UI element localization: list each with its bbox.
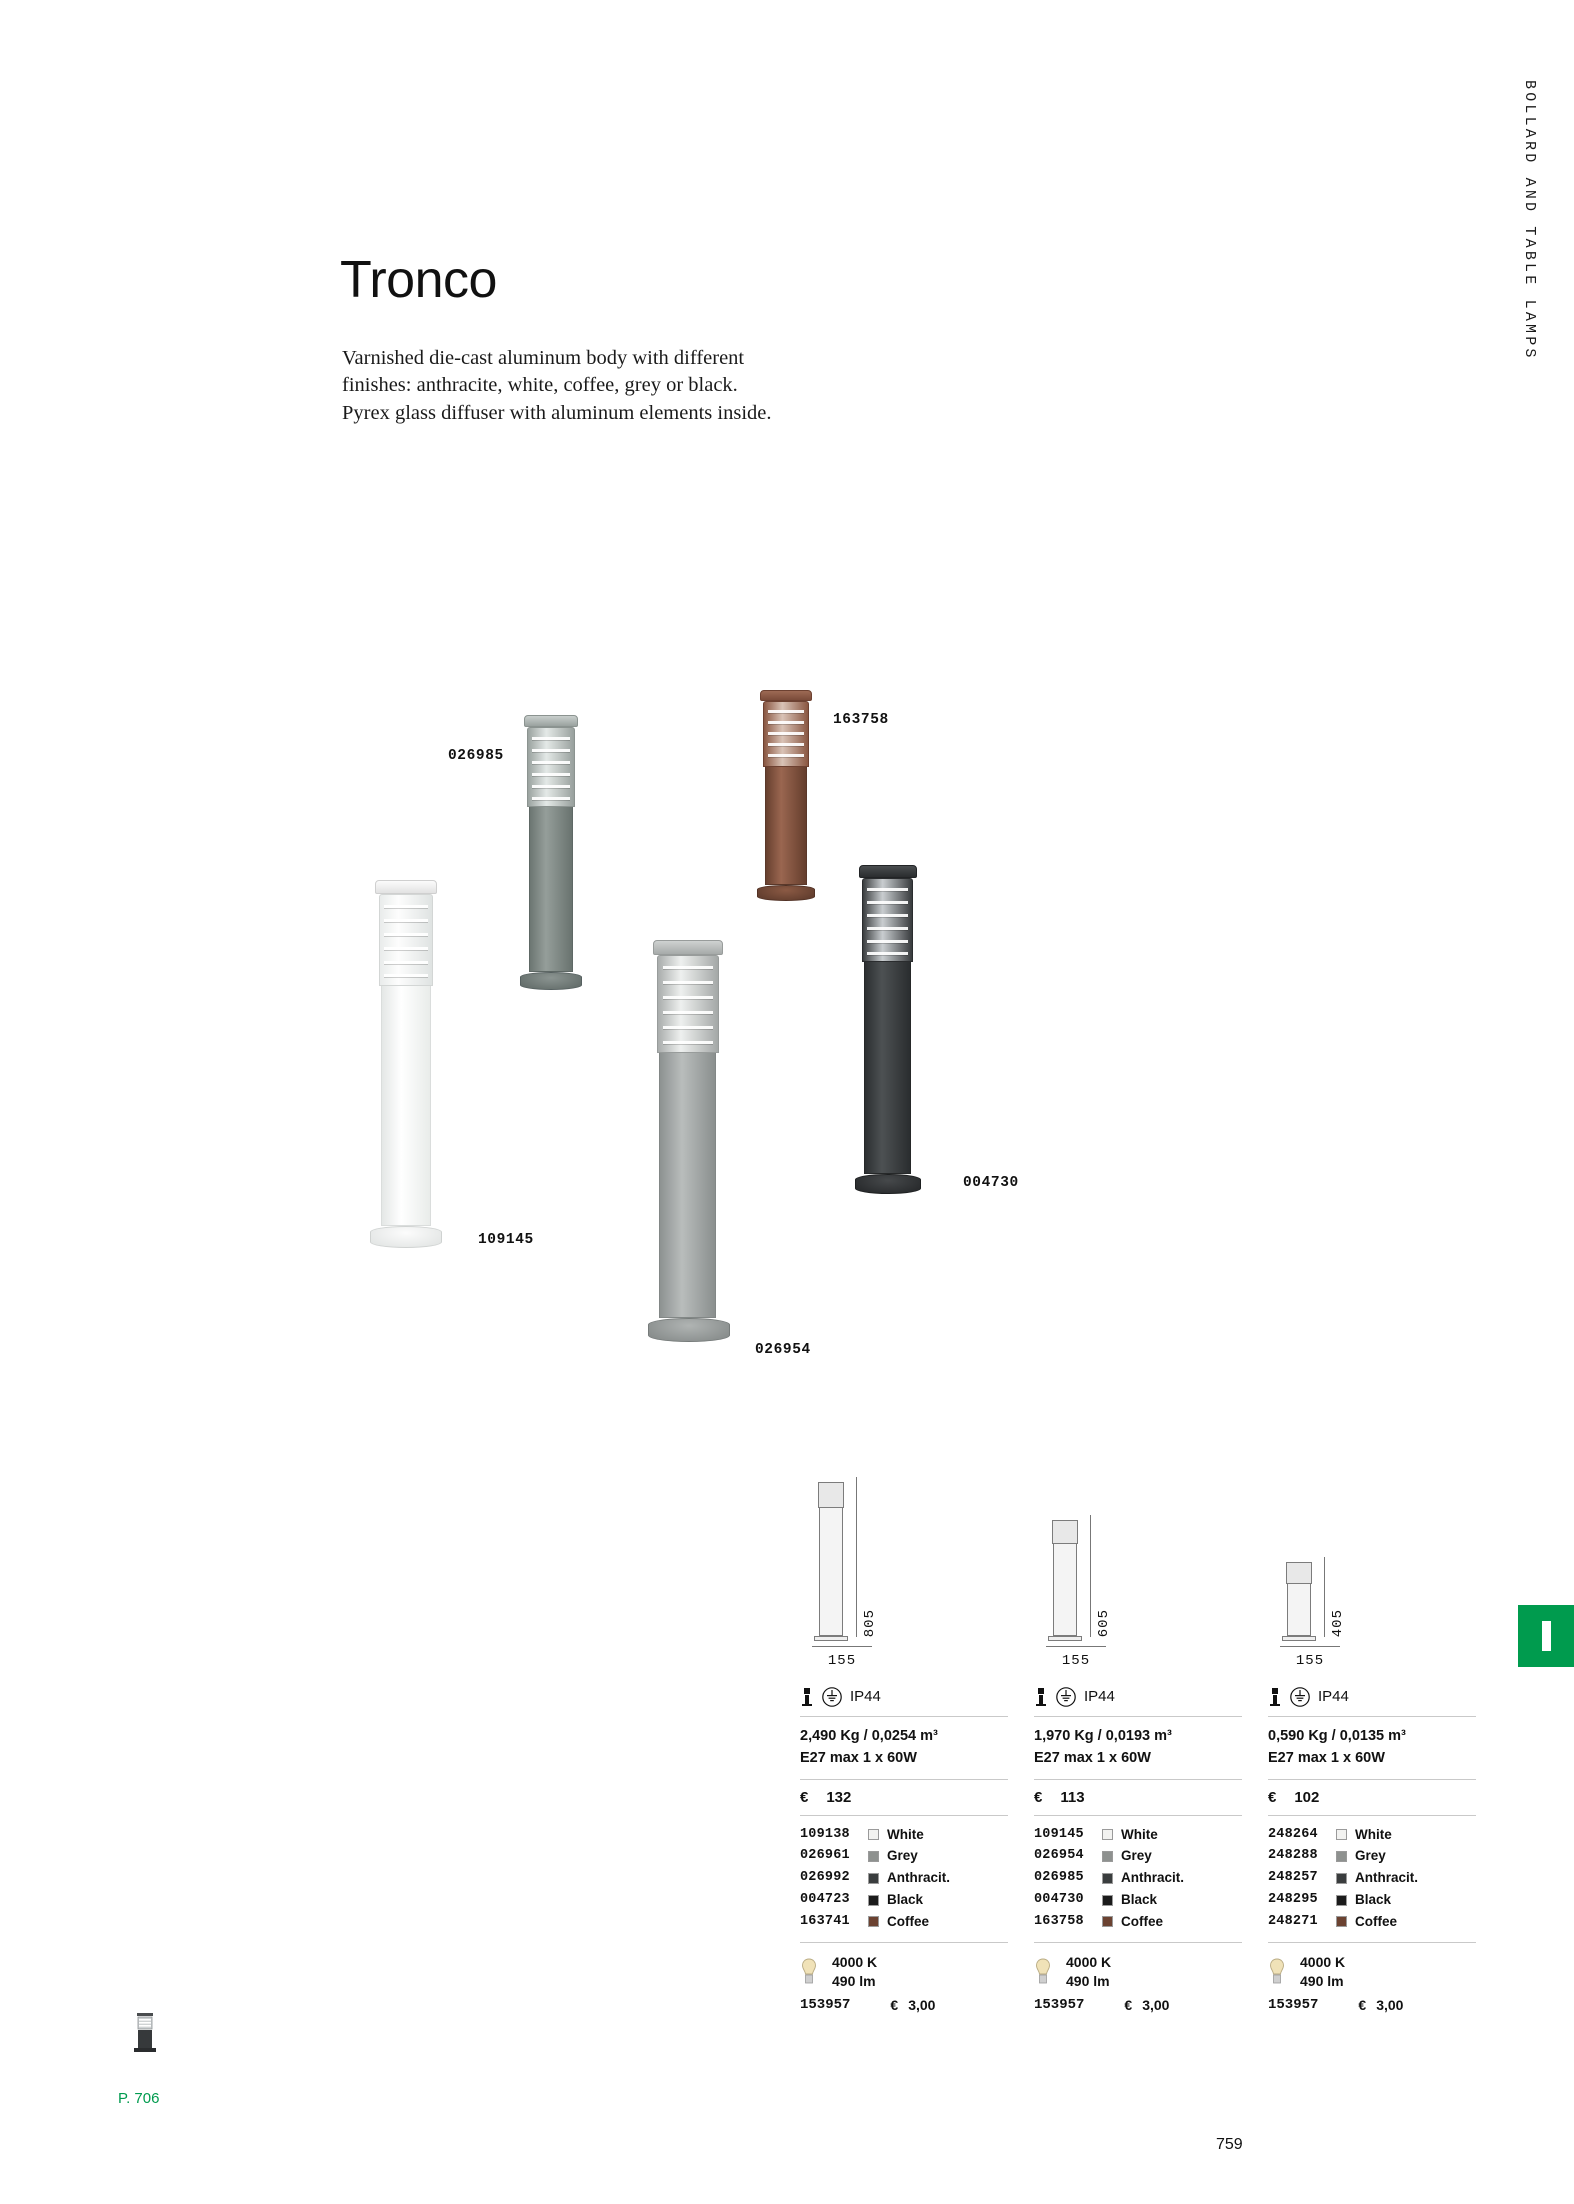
bulb-code: 153957 [800, 1996, 851, 2013]
bollard-icon [800, 1687, 814, 1707]
lamp-diffuser [657, 955, 719, 1053]
tab-mark-icon [1542, 1621, 1551, 1651]
price-value: 113 [1060, 1788, 1085, 1806]
finish-list [1268, 1816, 1476, 1943]
height-dimension: 405 [1330, 1608, 1346, 1637]
finish-code: 248271 [1268, 1913, 1318, 1929]
color-swatch [1102, 1873, 1113, 1884]
product-image-grey [648, 940, 730, 1342]
color-swatch [868, 1916, 879, 1927]
finish-name: Anthracit. [1121, 1870, 1185, 1886]
bulb-row [1268, 1943, 1476, 1997]
color-swatch [1336, 1851, 1347, 1862]
finish-name: Anthracit. [1355, 1870, 1419, 1886]
bulb-price: 3,00 [1376, 1996, 1404, 2013]
section-label: BOLLARD AND TABLE LAMPS [1521, 80, 1538, 361]
color-swatch [1336, 1873, 1347, 1884]
class-1-earth-icon [1289, 1686, 1311, 1708]
list-item [1034, 1845, 1242, 1867]
finish-name: Grey [1121, 1848, 1152, 1864]
color-swatch [868, 1873, 879, 1884]
bulb-price-row [800, 1997, 1008, 2013]
finish-list [800, 1816, 1008, 1943]
list-item [800, 1845, 1008, 1867]
product-image-black [855, 865, 921, 1194]
bulb-icon [1034, 1957, 1052, 1987]
dimension-lamp-silhouette [1052, 1520, 1082, 1641]
bulb-kelvin: 4000 K [1066, 1953, 1112, 1970]
lamp-cap [524, 715, 578, 727]
color-swatch [1336, 1916, 1347, 1927]
weight-volume: 2,490 Kg / 0,0254 m³ [800, 1728, 938, 1744]
color-swatch [1102, 1916, 1113, 1927]
bulb-price: 3,00 [908, 1996, 936, 2013]
color-swatch [1102, 1895, 1113, 1906]
lamp-base [370, 1226, 442, 1248]
dimension-lamp-silhouette [1286, 1562, 1316, 1641]
lamp-base [855, 1174, 921, 1194]
ip-rating: IP44 [850, 1688, 881, 1705]
tech-column-405 [1268, 1455, 1476, 2013]
bulb-icon [1268, 1957, 1286, 1987]
lamp-cap [760, 690, 812, 701]
price-value: 132 [826, 1788, 852, 1806]
price-row [1034, 1780, 1242, 1816]
weight-volume: 0,590 Kg / 0,0135 m³ [1268, 1728, 1406, 1744]
bulb-spec [1300, 1953, 1345, 1991]
finish-code: 248288 [1268, 1848, 1318, 1864]
color-swatch [1102, 1829, 1113, 1840]
width-dimension: 155 [827, 1653, 857, 1669]
lamp-diffuser [862, 878, 913, 962]
bulb-row [800, 1943, 1008, 1997]
image-code-026985: 026985 [448, 748, 504, 764]
bulb-price-row [1268, 1997, 1476, 2013]
lamping: E27 max 1 x 60W [1268, 1749, 1385, 1766]
page-number: 759 [1216, 2136, 1243, 2153]
list-item [800, 1867, 1008, 1889]
lamp-cap [653, 940, 723, 955]
finish-name: White [1121, 1826, 1158, 1842]
icon-row [800, 1683, 1008, 1717]
spec-row [1268, 1717, 1476, 1780]
image-code-026954: 026954 [755, 1342, 811, 1358]
color-swatch [868, 1895, 879, 1906]
list-item [1034, 1867, 1242, 1889]
dimension-drawing [1034, 1455, 1242, 1683]
finish-code: 163741 [800, 1913, 850, 1929]
width-dimension: 155 [1295, 1653, 1325, 1669]
bollard-icon [1034, 1687, 1048, 1707]
lamp-body [381, 986, 431, 1226]
bulb-icon [800, 1957, 818, 1987]
finish-code: 248264 [1268, 1826, 1318, 1842]
lamp-diffuser [527, 727, 575, 807]
image-code-004730: 004730 [963, 1175, 1019, 1191]
lamping: E27 max 1 x 60W [1034, 1749, 1151, 1766]
product-image-white-tall [370, 880, 442, 1248]
finish-code: 248257 [1268, 1870, 1318, 1886]
lamp-body [659, 1053, 716, 1318]
lamp-body [864, 962, 911, 1174]
list-item [1268, 1824, 1476, 1846]
bulb-code: 153957 [1268, 1996, 1319, 2013]
bulb-kelvin: 4000 K [832, 1953, 878, 1970]
finish-name: Coffee [1121, 1913, 1164, 1929]
price-value: 102 [1294, 1788, 1320, 1806]
class-1-earth-icon [821, 1686, 843, 1708]
finish-code: 163758 [1034, 1913, 1084, 1929]
finish-name: Coffee [887, 1913, 930, 1929]
finish-code: 026954 [1034, 1848, 1084, 1864]
bulb-kelvin: 4000 K [1300, 1953, 1346, 1970]
width-dimension: 155 [1061, 1653, 1091, 1669]
list-item [1268, 1911, 1476, 1933]
color-swatch [1336, 1895, 1347, 1906]
color-swatch [1336, 1829, 1347, 1840]
finish-code: 026992 [800, 1870, 850, 1886]
dimension-drawing [1268, 1455, 1476, 1683]
tech-column-605 [1034, 1455, 1242, 2013]
spec-row [800, 1717, 1008, 1780]
finish-code: 004723 [800, 1892, 850, 1908]
lamp-diffuser [379, 894, 433, 986]
related-product-thumbnail [128, 2010, 162, 2056]
bulb-code: 153957 [1034, 1996, 1085, 2013]
finish-list [1034, 1816, 1242, 1943]
finish-name: Black [1355, 1892, 1392, 1908]
finish-name: Black [887, 1892, 924, 1908]
bulb-lumen: 490 lm [1300, 1972, 1344, 1989]
finish-name: Coffee [1355, 1913, 1398, 1929]
product-image-coffee [757, 690, 815, 901]
page-title: Tronco [340, 251, 497, 309]
color-swatch [868, 1829, 879, 1840]
class-1-earth-icon [1055, 1686, 1077, 1708]
dimension-drawing [800, 1455, 1008, 1683]
list-item [1034, 1889, 1242, 1911]
lamp-diffuser [763, 701, 809, 767]
finish-code: 026961 [800, 1848, 850, 1864]
height-dimension: 805 [862, 1608, 878, 1637]
list-item [1268, 1845, 1476, 1867]
ip-rating: IP44 [1318, 1688, 1349, 1705]
bulb-price-row [1034, 1997, 1242, 2013]
bulb-spec [1066, 1953, 1111, 1991]
finish-code: 109138 [800, 1826, 850, 1842]
list-item [1034, 1824, 1242, 1846]
bulb-currency: € [1124, 1996, 1133, 2013]
finish-code: 004730 [1034, 1892, 1084, 1908]
lamping: E27 max 1 x 60W [800, 1749, 917, 1766]
weight-volume: 1,970 Kg / 0,0193 m³ [1034, 1728, 1172, 1744]
price-row [800, 1780, 1008, 1816]
image-code-163758: 163758 [833, 712, 889, 728]
list-item [1268, 1889, 1476, 1911]
product-description: Varnished die-cast aluminum body with different finishes: anthracite, white, coffee, grey or black. Pyrex glass diffuser with aluminum elements inside. [342, 347, 772, 424]
lamp-base [757, 885, 815, 901]
finish-code: 026985 [1034, 1870, 1084, 1886]
bulb-lumen: 490 lm [1066, 1972, 1110, 1989]
bulb-spec [832, 1953, 877, 1991]
bulb-lumen: 490 lm [832, 1972, 876, 1989]
lamp-base [520, 972, 582, 990]
list-item [800, 1889, 1008, 1911]
ip-rating: IP44 [1084, 1688, 1115, 1705]
finish-name: Grey [1355, 1848, 1386, 1864]
lamp-base [648, 1318, 730, 1342]
icon-row [1268, 1683, 1476, 1717]
image-code-109145: 109145 [478, 1232, 534, 1248]
bulb-row [1034, 1943, 1242, 1997]
lamp-body [765, 767, 807, 885]
finish-name: Grey [887, 1848, 918, 1864]
bulb-currency: € [1358, 1996, 1367, 2013]
finish-name: Black [1121, 1892, 1158, 1908]
list-item [1034, 1911, 1242, 1933]
product-image-anthracite [520, 715, 582, 990]
list-item [1268, 1867, 1476, 1889]
finish-code: 109145 [1034, 1826, 1084, 1842]
bulb-currency: € [890, 1996, 899, 2013]
color-swatch [868, 1851, 879, 1862]
list-item [800, 1911, 1008, 1933]
finish-code: 248295 [1268, 1892, 1318, 1908]
height-dimension: 605 [1096, 1608, 1112, 1637]
finish-name: White [887, 1826, 924, 1842]
finish-name: Anthracit. [887, 1870, 951, 1886]
cross-reference-page[interactable]: P. 706 [118, 2090, 160, 2107]
currency-symbol: € [800, 1788, 809, 1806]
tech-column-805 [800, 1455, 1008, 2013]
currency-symbol: € [1268, 1788, 1277, 1806]
dimension-lamp-silhouette [818, 1482, 848, 1641]
currency-symbol: € [1034, 1788, 1043, 1806]
icon-row [1034, 1683, 1242, 1717]
color-swatch [1102, 1851, 1113, 1862]
spec-row [1034, 1717, 1242, 1780]
section-index-tab [1518, 1605, 1574, 1667]
lamp-cap [859, 865, 917, 878]
list-item [800, 1824, 1008, 1846]
bollard-icon [1268, 1687, 1282, 1707]
price-row [1268, 1780, 1476, 1816]
lamp-cap [375, 880, 437, 894]
finish-name: White [1355, 1826, 1392, 1842]
lamp-body [529, 807, 573, 972]
bulb-price: 3,00 [1142, 1996, 1170, 2013]
